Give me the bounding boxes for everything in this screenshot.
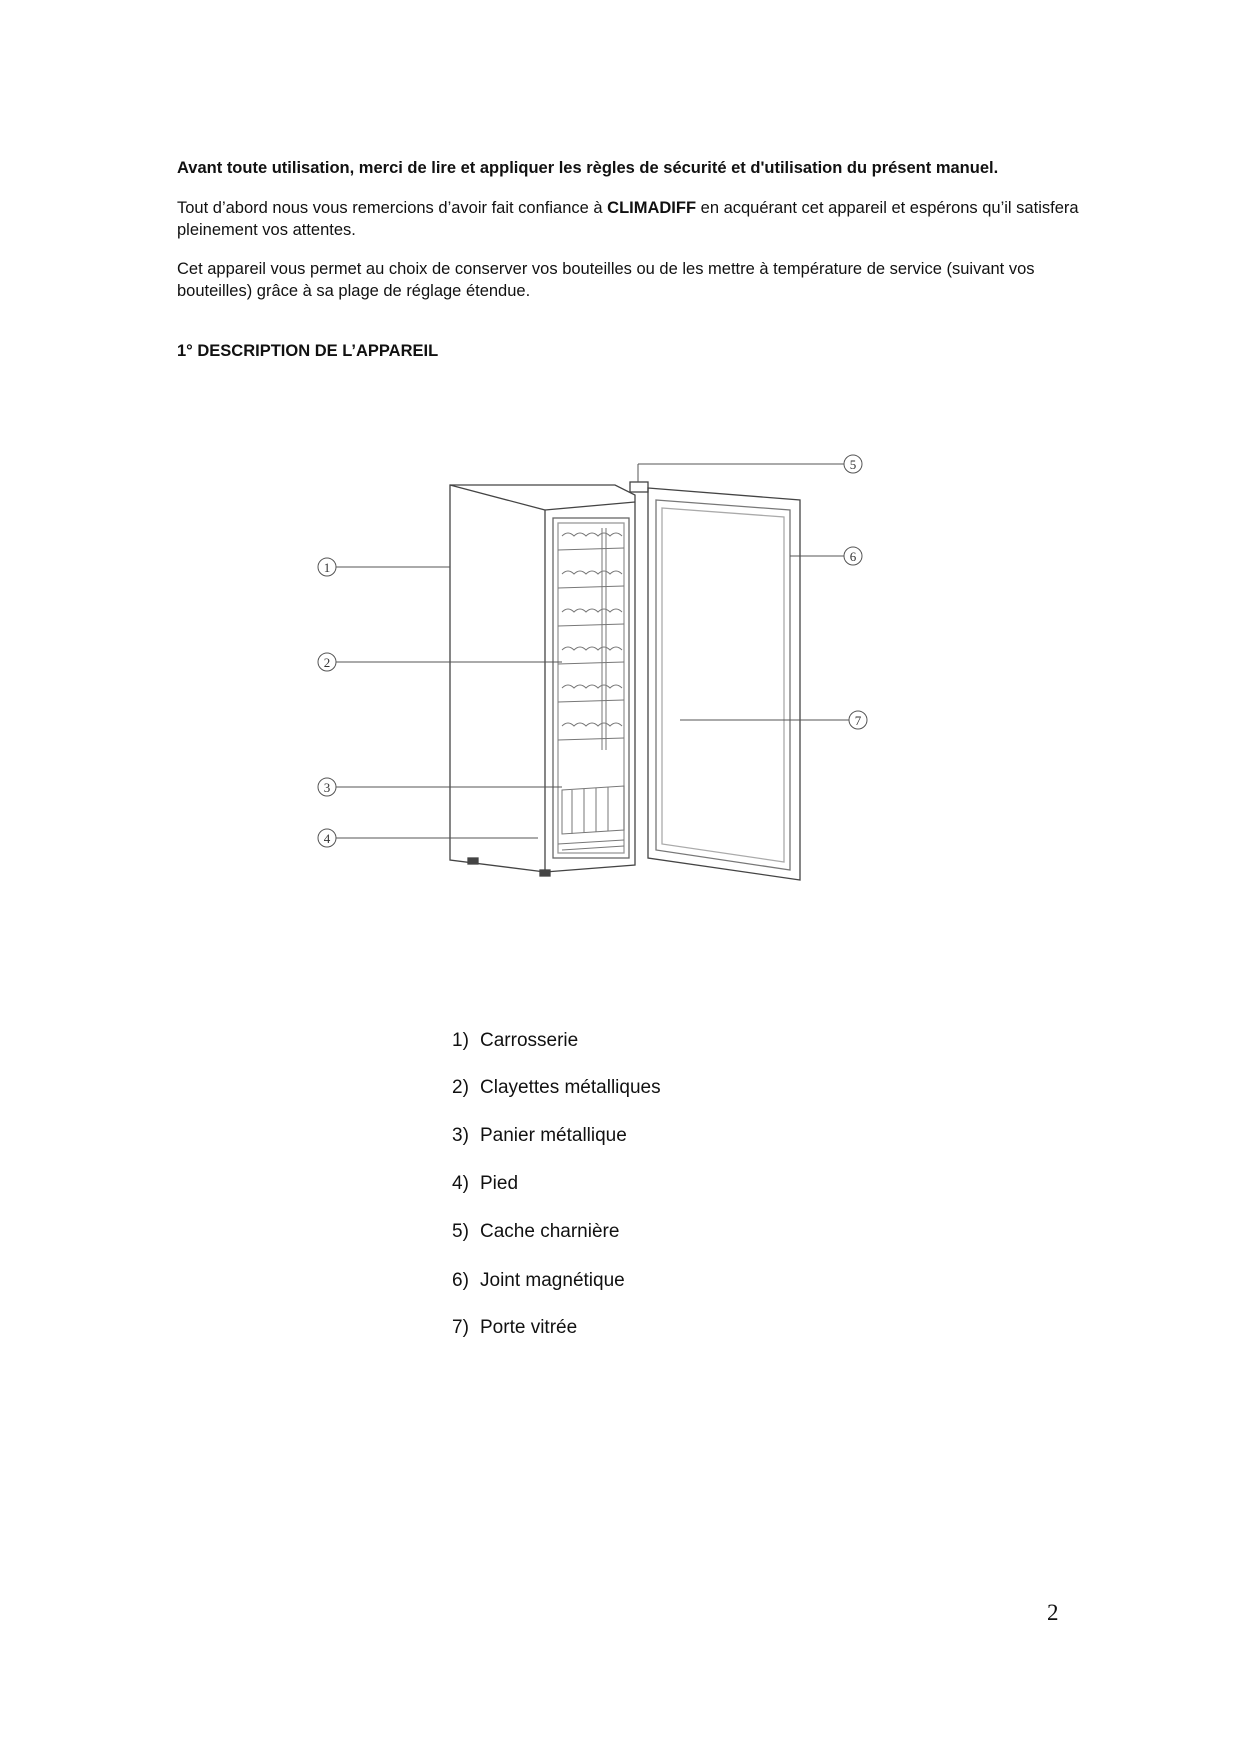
- list-item-number: 5): [452, 1221, 469, 1242]
- callout-2: 2: [323, 655, 331, 670]
- glass-door: [648, 488, 800, 880]
- callout-3: 3: [323, 780, 331, 795]
- intro-paragraph: [177, 197, 1107, 241]
- list-item-number: 4): [452, 1173, 469, 1194]
- callout-4: 4: [323, 831, 331, 846]
- list-item-label: Joint magnétique: [480, 1270, 625, 1291]
- list-item: [452, 1270, 625, 1292]
- hinge-cover: [630, 482, 648, 492]
- wire-basket: [558, 786, 624, 850]
- intro-text-end: en acquérant cet appareil et espérons qu’il satisfera pleinement vos attentes.: [177, 199, 1079, 239]
- list-item-label: Carrosserie: [480, 1030, 579, 1051]
- list-item-number: 1): [452, 1030, 469, 1051]
- list-item: [452, 1077, 661, 1099]
- appliance-diagram: [300, 440, 990, 900]
- list-item: [452, 1317, 577, 1339]
- page-number: 2: [1047, 1600, 1059, 1625]
- list-item-label: Cache charnière: [480, 1221, 620, 1242]
- cabinet-interior: [553, 518, 629, 858]
- list-item-number: 7): [452, 1317, 469, 1338]
- callout-6: 6: [849, 549, 857, 564]
- callout-5: 5: [849, 457, 857, 472]
- list-item: [452, 1173, 518, 1195]
- list-item: [452, 1030, 578, 1052]
- list-item: [452, 1125, 627, 1147]
- list-item-number: 6): [452, 1270, 469, 1291]
- list-item-number: 2): [452, 1077, 469, 1098]
- list-item-label: Pied: [480, 1173, 519, 1194]
- section-title: 1° DESCRIPTION DE L’APPAREIL: [177, 342, 439, 360]
- list-item-number: 3): [452, 1125, 469, 1146]
- list-item: [452, 1221, 619, 1243]
- callout-1: 1: [323, 560, 331, 575]
- brand-name: CLIMADIFF: [607, 199, 697, 217]
- list-item-label: Clayettes métalliques: [480, 1077, 661, 1098]
- foot: [540, 870, 550, 876]
- list-item-label: Panier métallique: [480, 1125, 627, 1146]
- safety-warning: Avant toute utilisation, merci de lire et appliquer les règles de sécurité et d'utilisation du présent manuel.: [177, 159, 999, 177]
- intro-text-start: Tout d’abord nous vous remercions d’avoir fait confiance à: [177, 199, 608, 217]
- wire-shelves: [558, 528, 624, 750]
- callout-7: 7: [854, 713, 862, 728]
- features-paragraph: Cet appareil vous permet au choix de conserver vos bouteilles ou de les mettre à température de service (suivant vos bouteilles) grâce à sa plage de réglage étendue.: [177, 260, 1035, 300]
- cabinet-outline: [450, 485, 635, 872]
- list-item-label: Porte vitrée: [480, 1317, 578, 1338]
